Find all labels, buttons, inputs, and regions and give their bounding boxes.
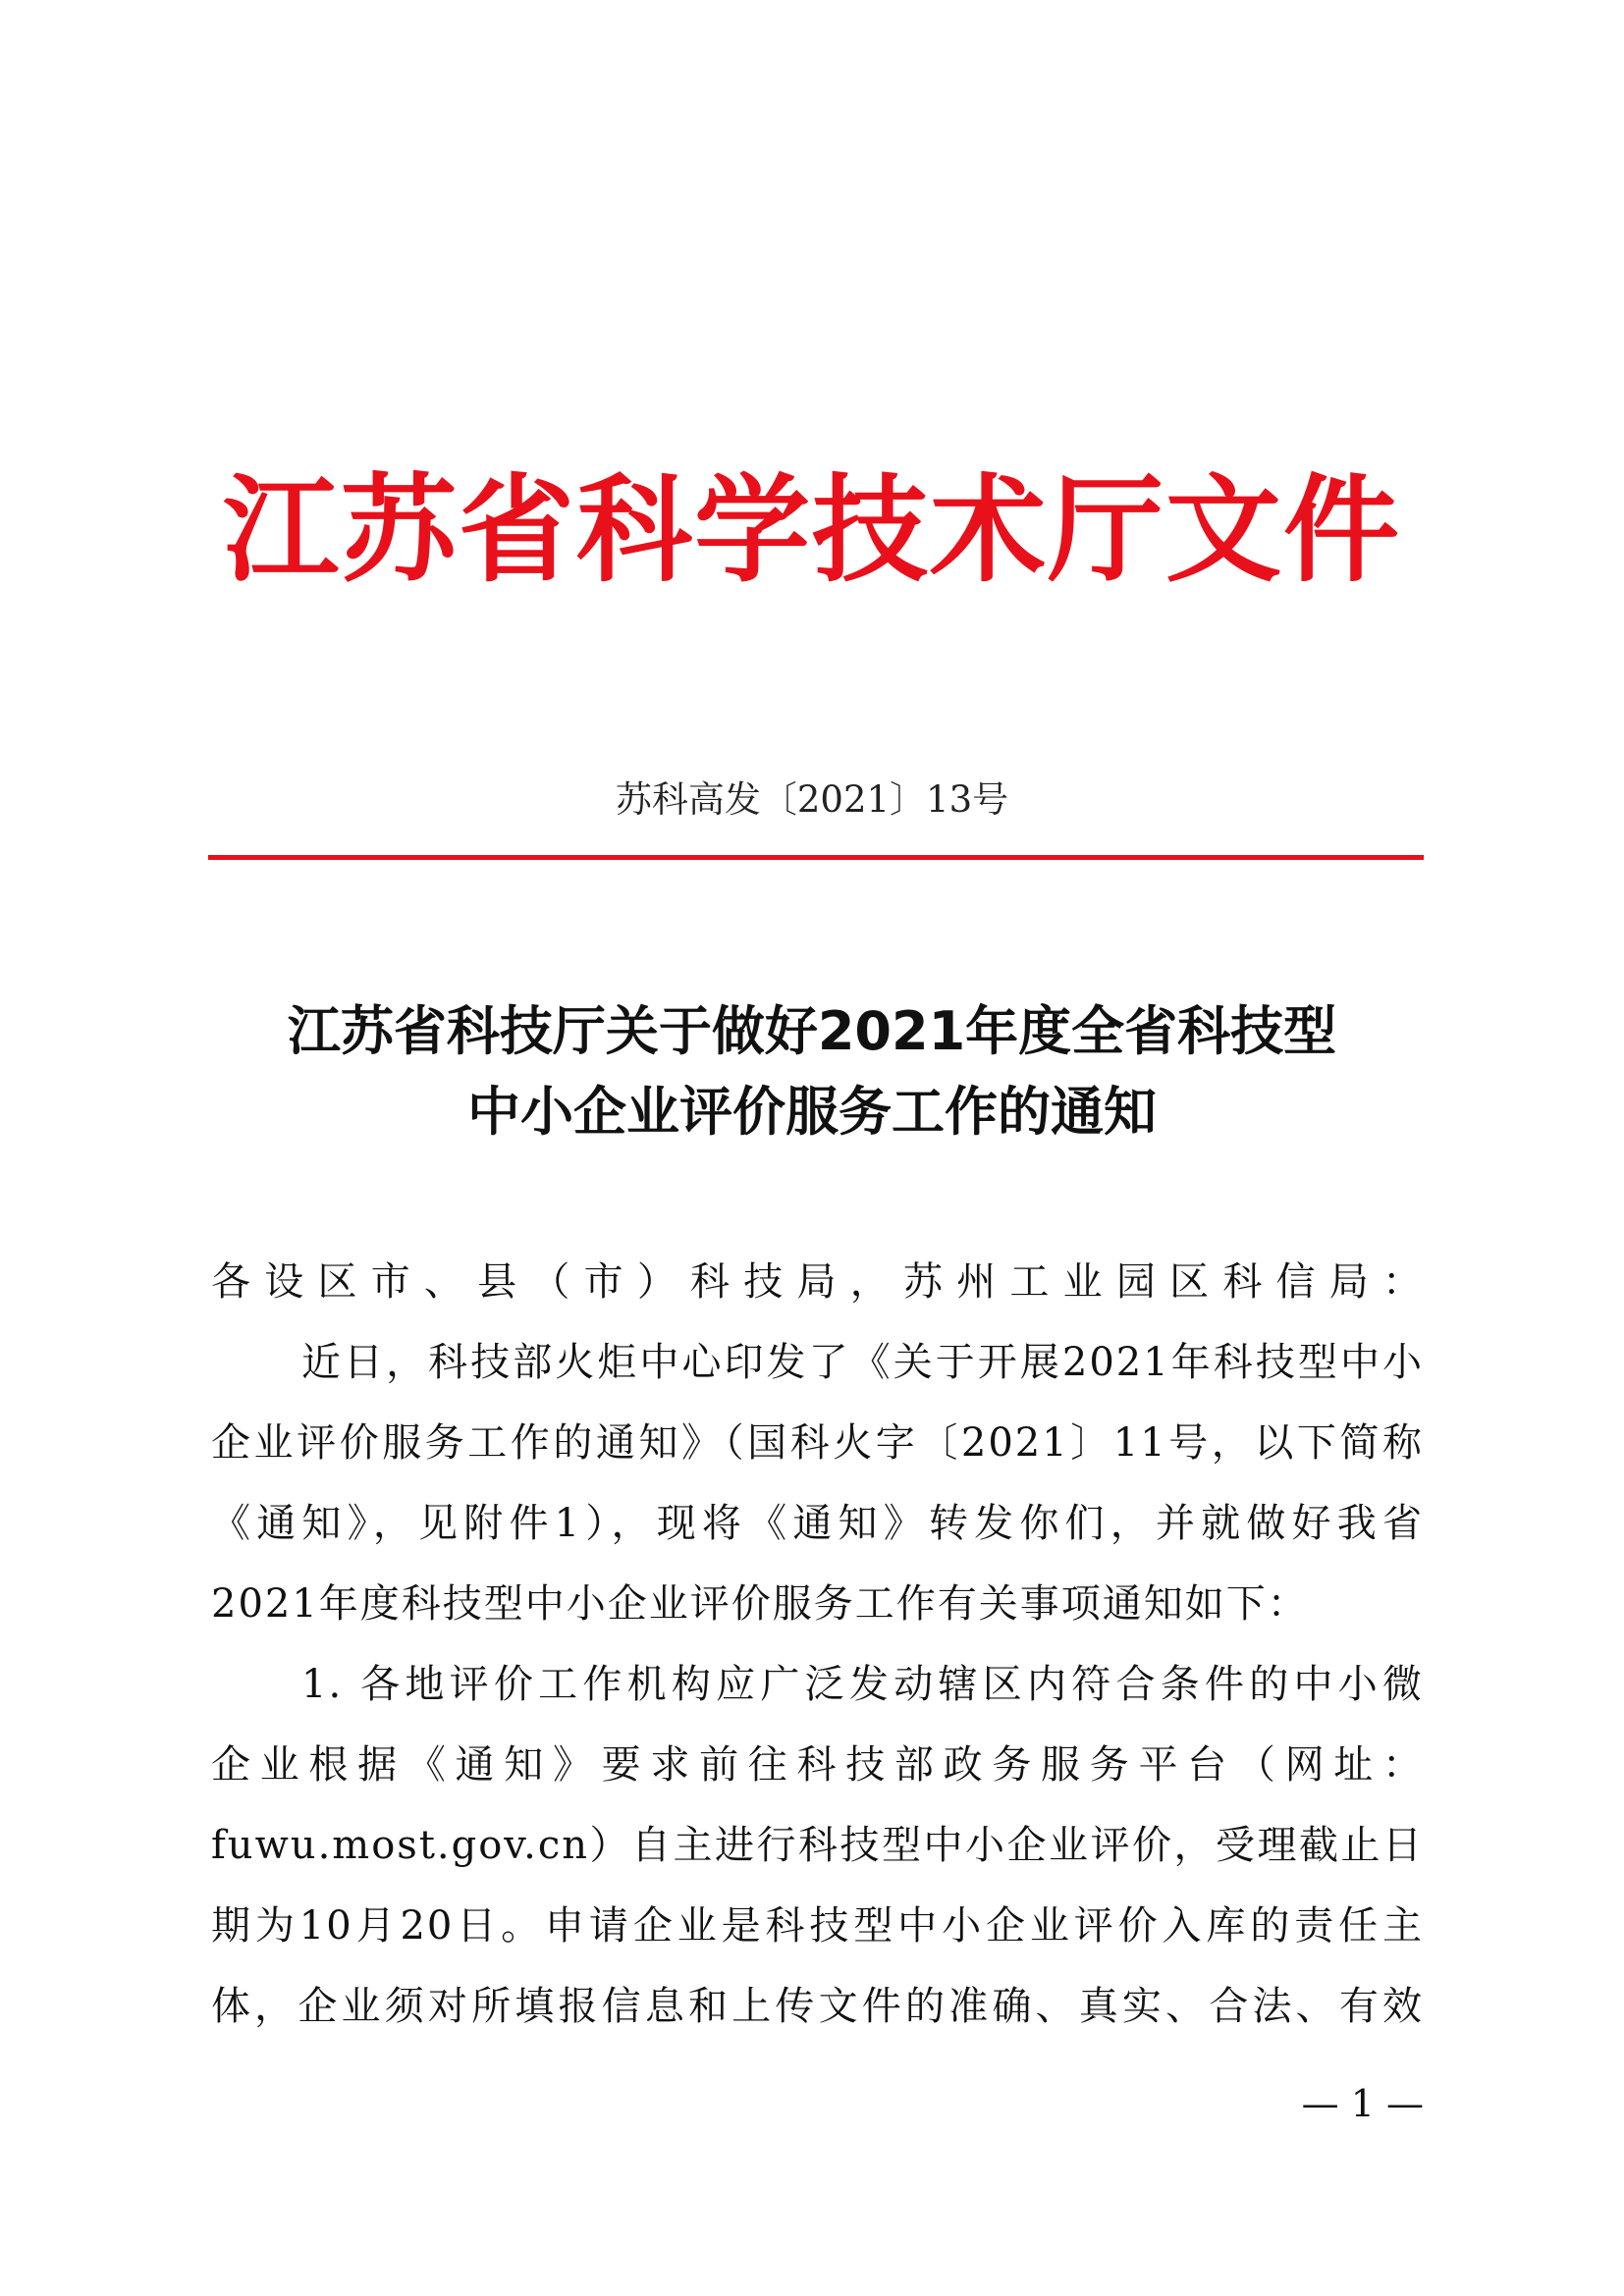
document-number: 苏科高发〔2021〕13号 [615, 778, 1009, 821]
red-divider-line [208, 855, 1424, 860]
body-line-1: 近日，科技部火炬中心印发了《关于开展2021年科技型中小 [301, 1340, 1424, 1385]
document-title-line-2: 中小企业评价服务工作的通知 [467, 1081, 1157, 1143]
body-line-2: 企业评价服务工作的通知》（国科火字〔2021〕11号，以下简称 [211, 1420, 1424, 1466]
page-number: — 1 — [1301, 2082, 1424, 2125]
document-title [0, 991, 1624, 1152]
body-line-9: 体，企业须对所填报信息和上传文件的准确、真实、合法、有效 [211, 1984, 1424, 2029]
body-line-5: 1. 各地评价工作机构应广泛发动辖区内符合条件的中小微 [301, 1662, 1424, 1707]
body-line-3: 《通知》，见附件1），现将《通知》转发你们，并就做好我省 [211, 1501, 1424, 1546]
body-line-6: 企业根据《通知》要求前往科技部政务服务平台（网址： [211, 1742, 1424, 1788]
document-body [211, 1242, 1424, 2047]
document-title-line-1: 江苏省科技厅关于做好2021年度全省科技型 [287, 1000, 1337, 1062]
body-line-8: 期为10月20日。申请企业是科技型中小企业评价入库的责任主 [211, 1903, 1424, 1949]
body-line-4: 2021年度科技型中小企业评价服务工作有关事项通知如下： [211, 1581, 1309, 1627]
document-masthead: 江苏省科学技术厅文件 [222, 462, 1401, 598]
addressee-line: 各设区市、县（市）科技局，苏州工业园区科信局： [211, 1259, 1424, 1305]
body-line-7: fuwu.most.gov.cn）自主进行科技型中小企业评价，受理截止日 [211, 1823, 1424, 1868]
